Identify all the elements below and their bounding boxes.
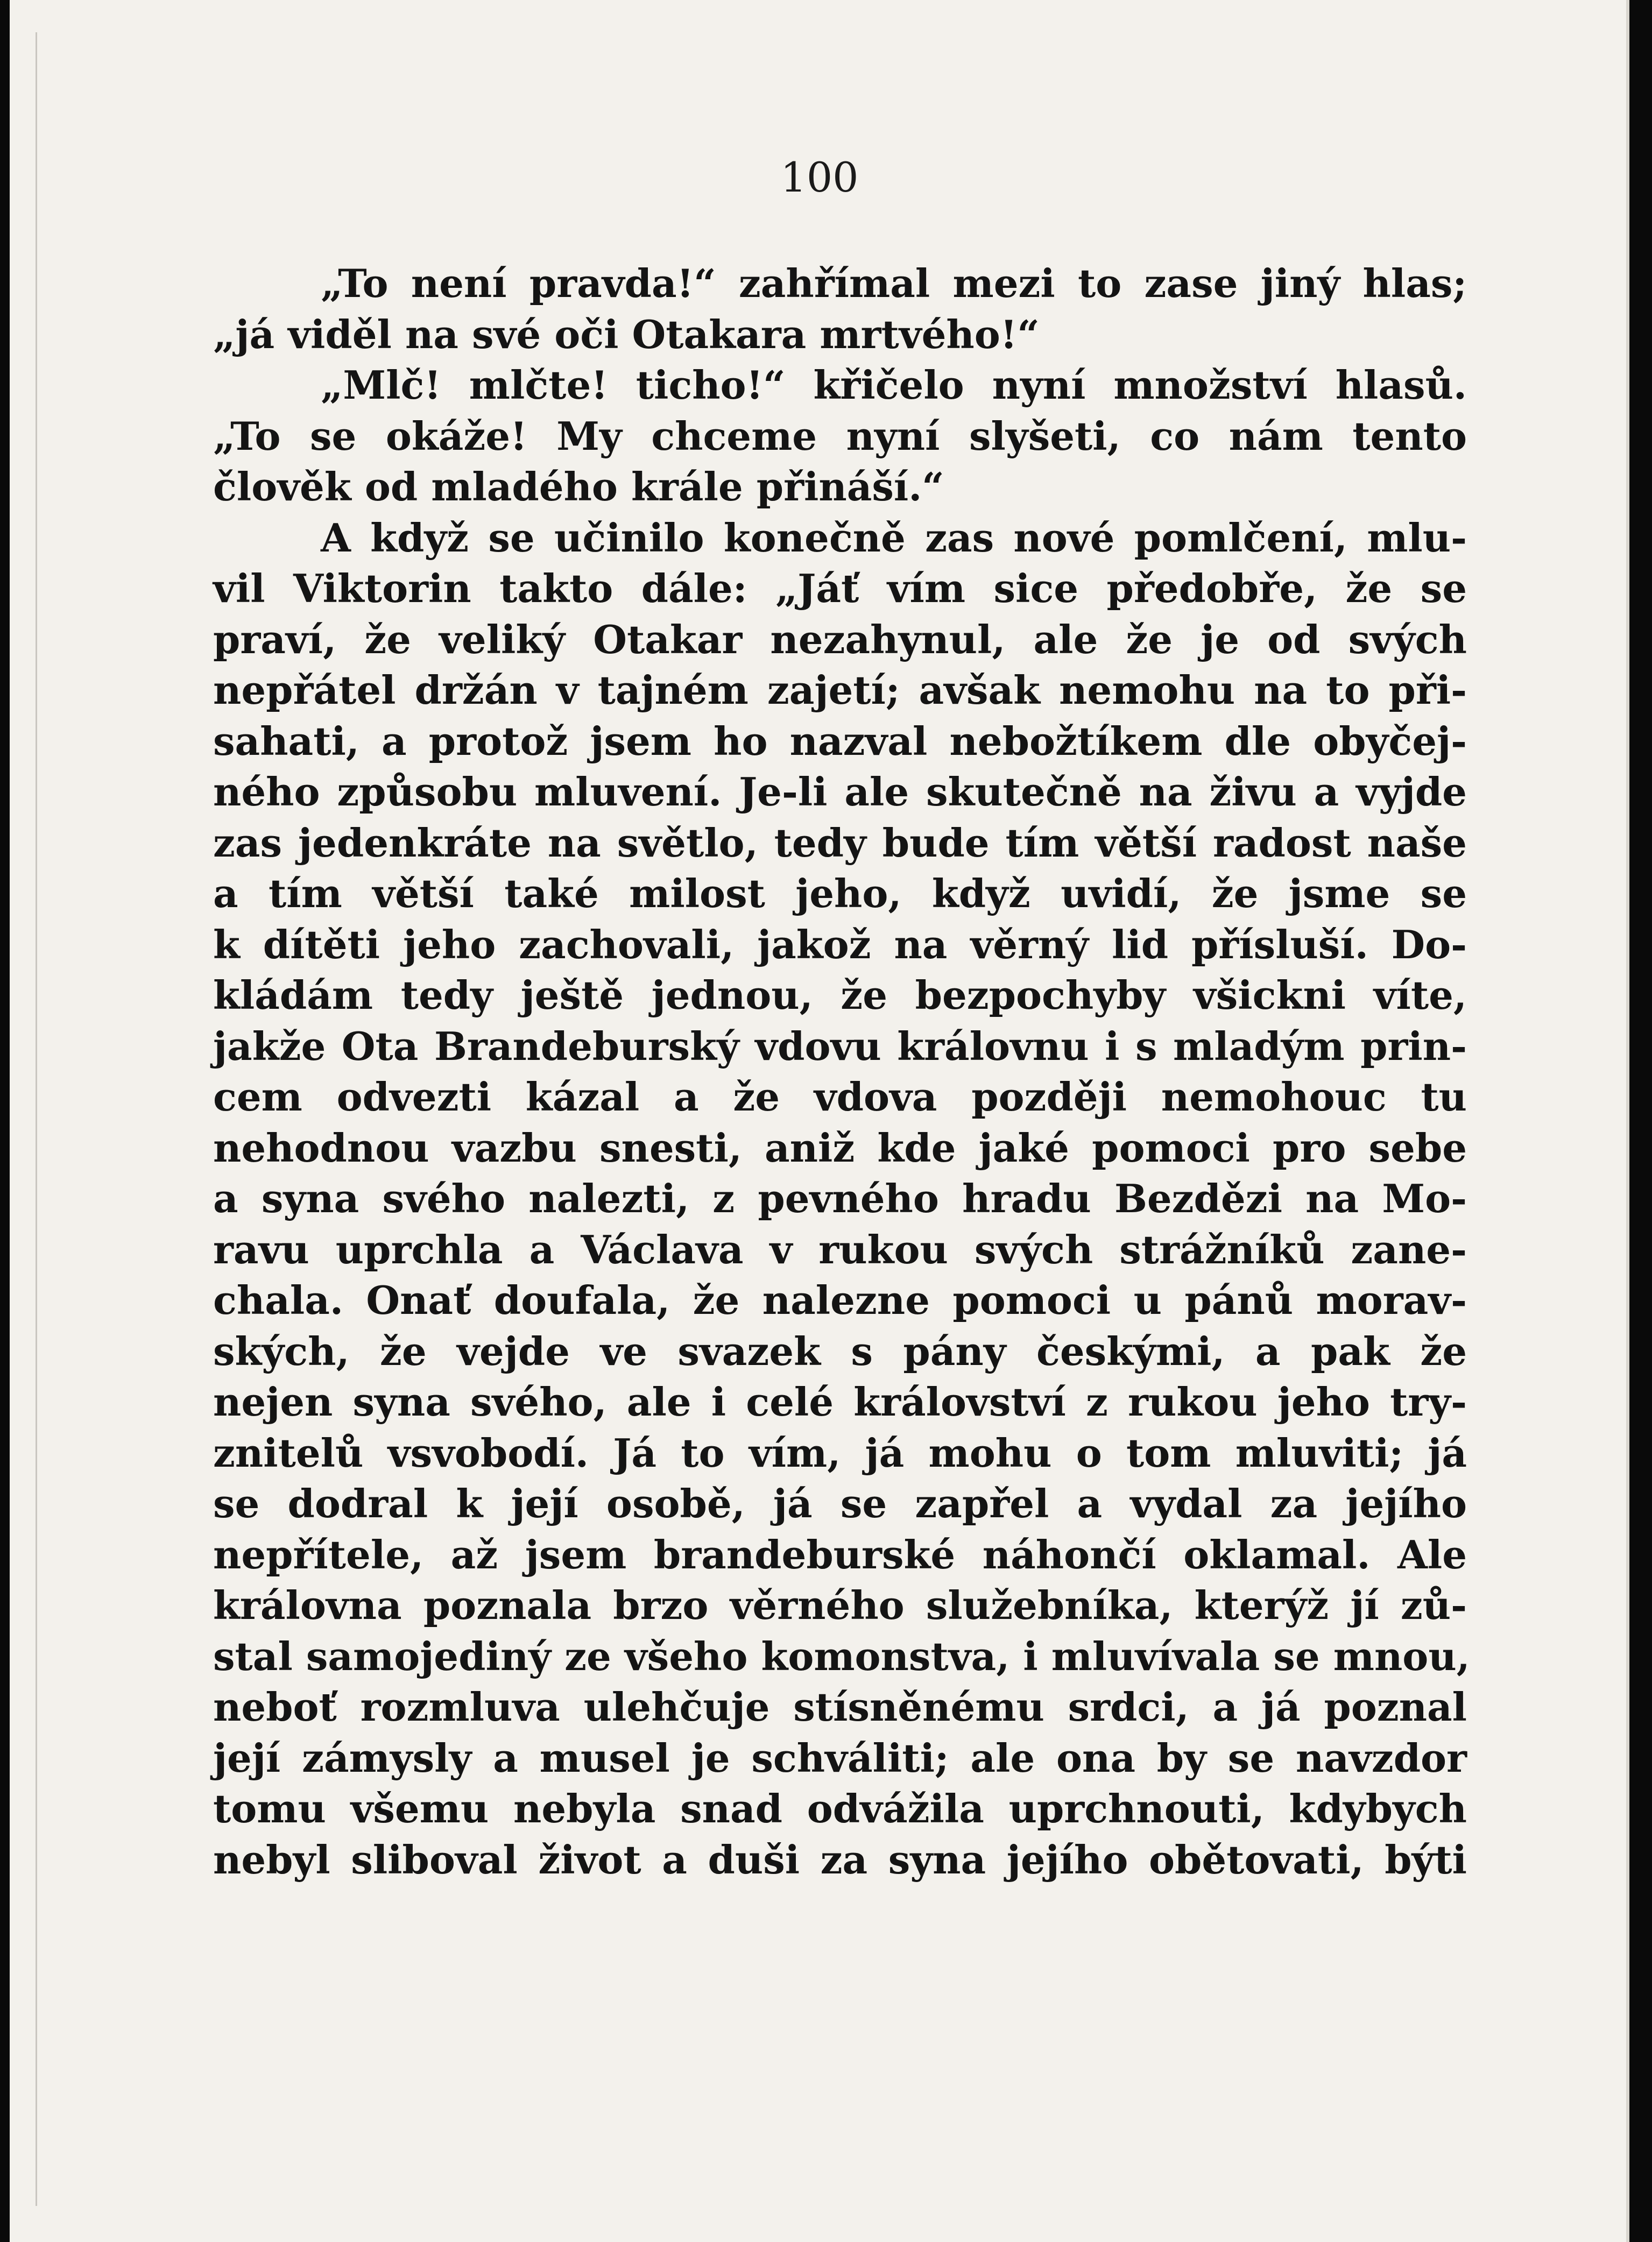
text-line: a syna svého nalezti, z pevného hradu Bezdězi na Mo- [213, 1176, 1467, 1221]
text-line: „To není pravda!“ zahřímal mezi to zase jiný hlas; [321, 260, 1467, 306]
text-line: „To se okáže! My chceme nyní slyšeti, co nám tento [213, 413, 1467, 459]
text-line: nepřítele, až jsem brandeburské náhončí oklamal. Ale [213, 1531, 1467, 1578]
text-line: k dítěti jeho zachovali, jakož na věrný lid přísluší. Do- [213, 921, 1467, 967]
text-line: stal samojediný ze všeho komonstva, i mluvívala se mnou, [213, 1633, 1470, 1679]
text-line: a tím větší také milost jeho, když uvidí, že jsme se [213, 871, 1467, 916]
text-line: nebyl sliboval život a duši za syna jejího obětovati, býti [213, 1836, 1467, 1883]
text-line: ských, že vejde ve svazek s pány českými, a pak že [213, 1328, 1467, 1374]
text-line: chala. Onať doufala, že nalezne pomoci u pánů morav- [213, 1277, 1467, 1323]
text-line: sahati, a protož jsem ho nazval nebožtíkem dle obyčej- [213, 718, 1467, 764]
text-line: královna poznala brzo věrného služebníka, kterýž jí zů- [213, 1582, 1467, 1628]
text-line: „já viděl na své oči Otakara mrtvého!“ [213, 311, 1040, 357]
text-line: praví, že veliký Otakar nezahynul, ale že je od svých [213, 616, 1467, 662]
text-line: jakže Ota Brandeburský vdovu královnu i s mladým prin- [213, 1023, 1467, 1069]
text-line: cem odvezti kázal a že vdova později nemohouc tu [213, 1074, 1467, 1120]
text-line: tomu všemu nebyla snad odvážila uprchnouti, kdybych [213, 1786, 1467, 1831]
text-line: ravu uprchla a Václava v rukou svých strážníků zane- [213, 1226, 1467, 1272]
text-line: „Mlč! mlčte! ticho!“ křičelo nyní množství hlasů. [321, 362, 1467, 408]
text-line: nehodnou vazbu snesti, aniž kde jaké pomoci pro sebe [213, 1124, 1467, 1171]
text-line: kládám tedy ještě jednou, že bezpochyby všickni víte, [213, 972, 1467, 1018]
text-line: vil Viktorin takto dále: „Jáť vím sice předobře, že se [213, 565, 1467, 611]
body-text [213, 258, 1470, 1885]
text-line: ného způsobu mluvení. Je-li ale skutečně na živu a vyjde [213, 769, 1467, 815]
text-line: zas jedenkráte na světlo, tedy bude tím větší radost naše [213, 819, 1467, 866]
text-line: neboť rozmluva ulehčuje stísněnému srdci, a já poznal [213, 1684, 1467, 1730]
text-line: nejen syna svého, ale i celé království z rukou jeho try- [213, 1379, 1467, 1425]
page-number: 100 [780, 153, 859, 201]
text-line: znitelů vsvobodí. Já to vím, já mohu o tom mluviti; já [213, 1430, 1467, 1476]
text-line: A když se učinilo konečně zas nové pomlčení, mlu- [321, 514, 1467, 561]
text-line: se dodral k její osobě, já se zapřel a vydal za jejího [213, 1481, 1467, 1526]
text-line: její zámysly a musel je schváliti; ale ona by se navzdor [213, 1735, 1467, 1781]
book-page [10, 0, 1629, 2242]
text-line: nepřátel držán v tajném zajetí; avšak nemohu na to při- [213, 667, 1467, 713]
text-line: člověk od mladého krále přináší.“ [213, 464, 944, 510]
page-edge-line [36, 32, 37, 2206]
